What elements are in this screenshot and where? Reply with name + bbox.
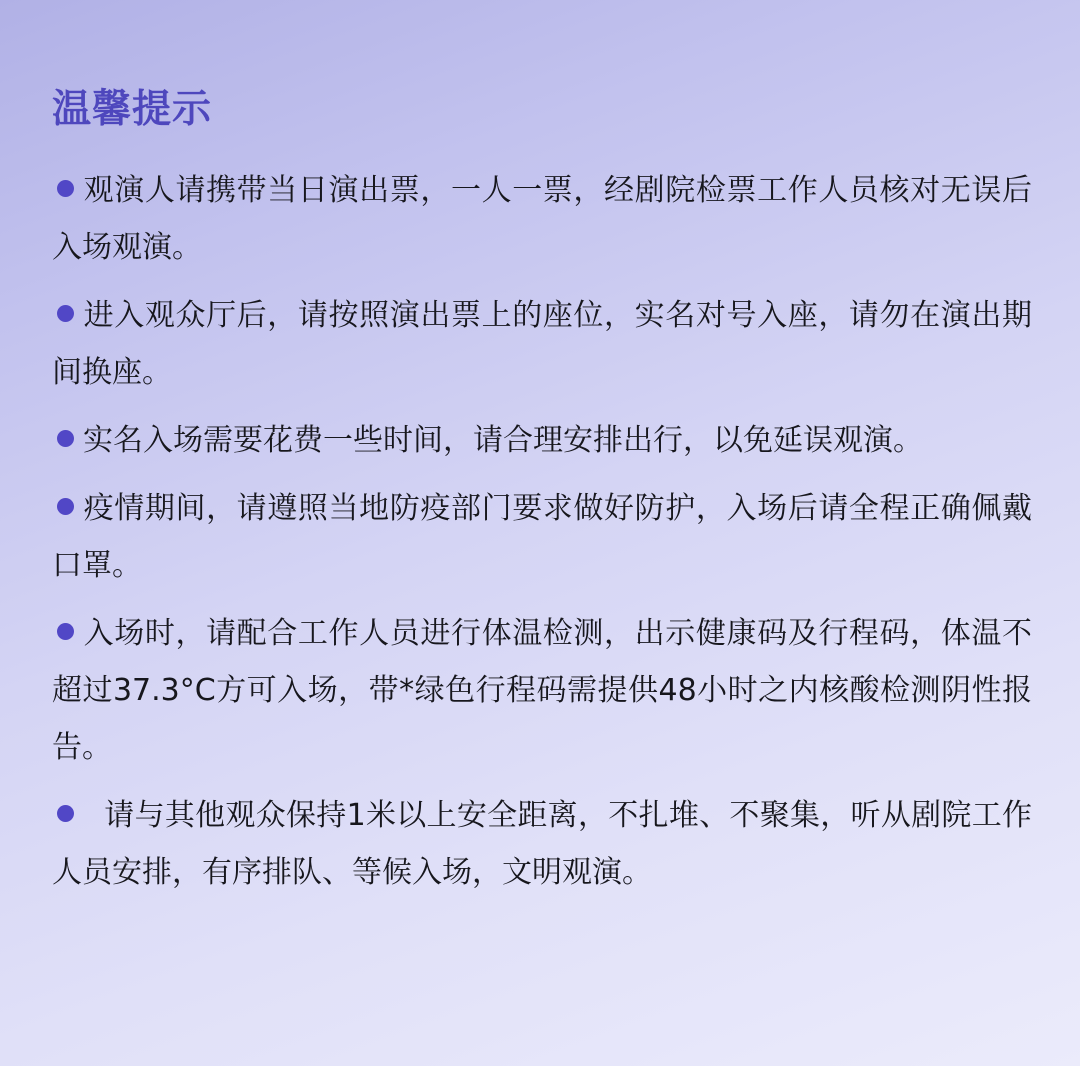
tip-text: 入场时，请配合工作人员进行体温检测，出示健康码及行程码，体温不超过37.3°C方可入场，带*绿色行程码需提供48小时之内核酸检测阴性报告。 (52, 616, 1032, 765)
tip-text: 观演人请携带当日演出票，一人一票，经剧院检票工作人员核对无误后入场观演。 (52, 173, 1032, 265)
tip-list (52, 162, 1032, 901)
notice-title: 温馨提示 (52, 87, 213, 132)
tip-text: 请与其他观众保持1米以上安全距离，不扎堆、不聚集，听从剧院工作人员安排，有序排队、等候入场，文明观演。 (52, 798, 1032, 890)
tip-item (52, 412, 1032, 469)
tip-item (52, 787, 1032, 901)
tip-item (52, 605, 1032, 776)
bullet-dot-icon (57, 623, 74, 640)
tip-item (52, 162, 1032, 276)
bullet-dot-icon (57, 305, 74, 322)
bullet-dot-icon (57, 430, 74, 447)
bullet-dot-icon (57, 498, 74, 515)
tip-item (52, 287, 1032, 401)
bullet-dot-icon (57, 805, 74, 822)
bullet-dot-icon (57, 180, 74, 197)
notice-card (52, 86, 1032, 912)
tip-text: 疫情期间，请遵照当地防疫部门要求做好防护，入场后请全程正确佩戴口罩。 (52, 491, 1032, 583)
tip-text: 实名入场需要花费一些时间，请合理安排出行，以免延误观演。 (83, 423, 923, 458)
tip-item (52, 480, 1032, 594)
tip-text: 进入观众厅后，请按照演出票上的座位，实名对号入座，请勿在演出期间换座。 (52, 298, 1032, 390)
